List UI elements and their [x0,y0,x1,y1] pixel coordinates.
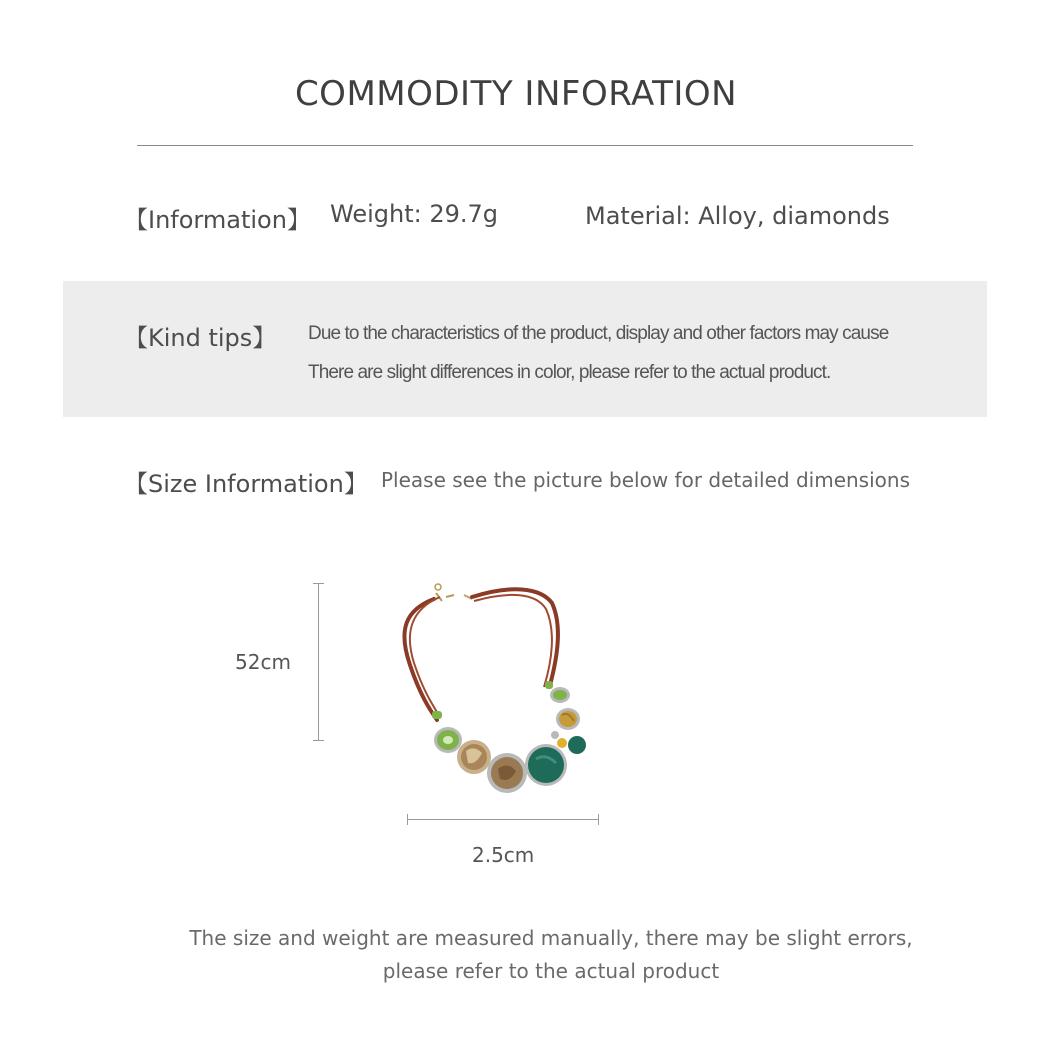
weight-value: Weight: 29.7g [330,200,498,228]
title-divider [137,145,913,146]
height-dimension-line [318,583,319,741]
kind-tips-line-2: There are slight differences in color, please refer to the actual product. [308,362,831,383]
kind-tips-line-1: Due to the characteristics of the product, display and other factors may cause [308,323,889,344]
page-title: COMMODITY INFORATION [294,74,738,114]
necklace-image [380,575,620,805]
height-dimension-label: 52cm [235,650,291,674]
material-value: Material: Alloy, diamonds [585,202,890,230]
size-information-label: 【Size Information】 [124,470,368,498]
clasp-icon [435,584,472,601]
width-dimension-line [407,819,599,820]
width-dimension-label: 2.5cm [472,843,535,867]
size-information-description: Please see the picture below for detailed dimensions [381,468,910,492]
measurement-note-line-1: The size and weight are measured manually, there may be slight errors, [189,926,913,950]
kind-tips-label: 【Kind tips】 [124,324,277,352]
measurement-note-line-2: please refer to the actual product [382,959,720,983]
information-label: 【Information】 [124,206,311,234]
